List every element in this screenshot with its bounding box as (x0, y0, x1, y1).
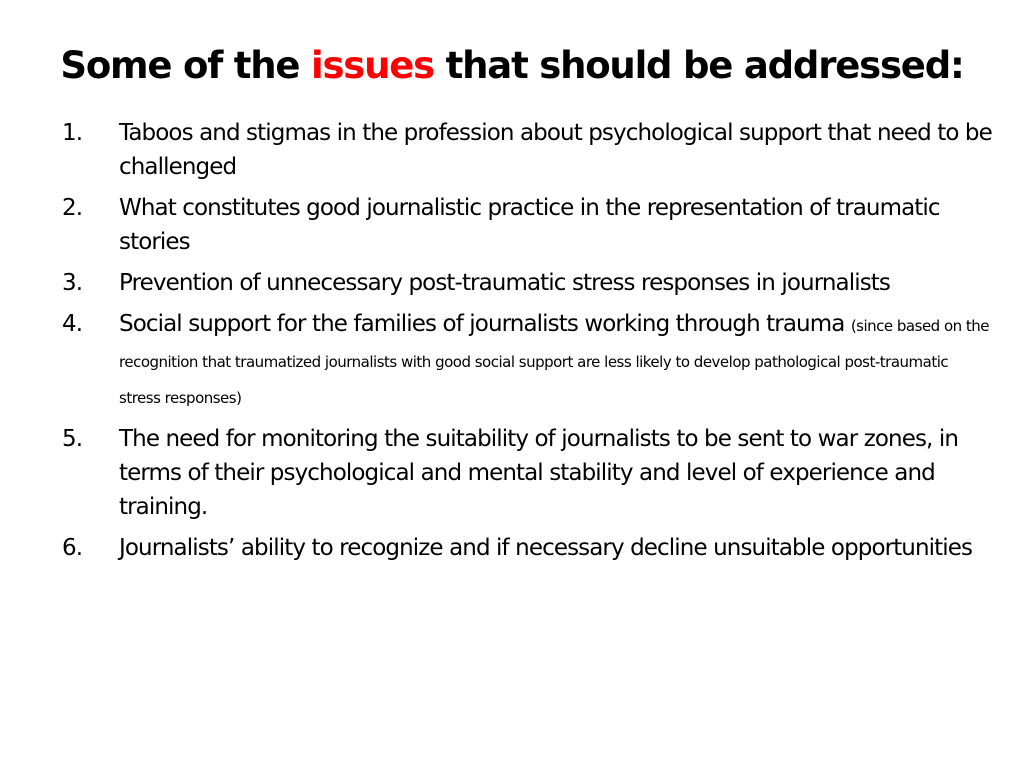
item-text: Taboos and stigmas in the profession about psychological support that need to be challenged (119, 120, 992, 180)
item-text: The need for monitoring the suitability of journalists to be sent to war zones, in terms of their psychological and mental stability and level of experience and training. (119, 426, 959, 520)
item-text: Prevention of unnecessary post-traumatic stress responses in journalists (119, 270, 890, 296)
item-number: 2. (62, 195, 83, 221)
item-note: (since based on the recognition that traumatized journalists with good social support are less likely to develop pathological post-traumatic stress responses) (119, 317, 990, 407)
list-item-2 (62, 191, 992, 259)
item-number: 4. (62, 311, 83, 337)
slide-title (0, 42, 1024, 90)
item-number: 1. (62, 120, 83, 146)
title-text-after: that should be addressed: (434, 44, 964, 87)
item-text-with-note (119, 307, 992, 415)
list-item-3 (62, 266, 992, 300)
list-item-5 (62, 422, 992, 524)
list-item-1 (62, 116, 992, 184)
item-text: What constitutes good journalistic practice in the representation of traumatic stories (119, 195, 940, 255)
item-text: Social support for the families of journalists working through trauma (119, 311, 845, 337)
issues-list (62, 116, 992, 572)
item-number: 3. (62, 270, 83, 296)
item-number: 6. (62, 535, 83, 561)
list-item-6 (62, 531, 992, 565)
list-item-4 (62, 307, 992, 415)
title-text-before: Some of the (60, 44, 311, 87)
item-number: 5. (62, 426, 83, 452)
item-text: Journalists’ ability to recognize and if necessary decline unsuitable opportunities (119, 535, 973, 561)
title-highlight: issues (311, 44, 434, 87)
